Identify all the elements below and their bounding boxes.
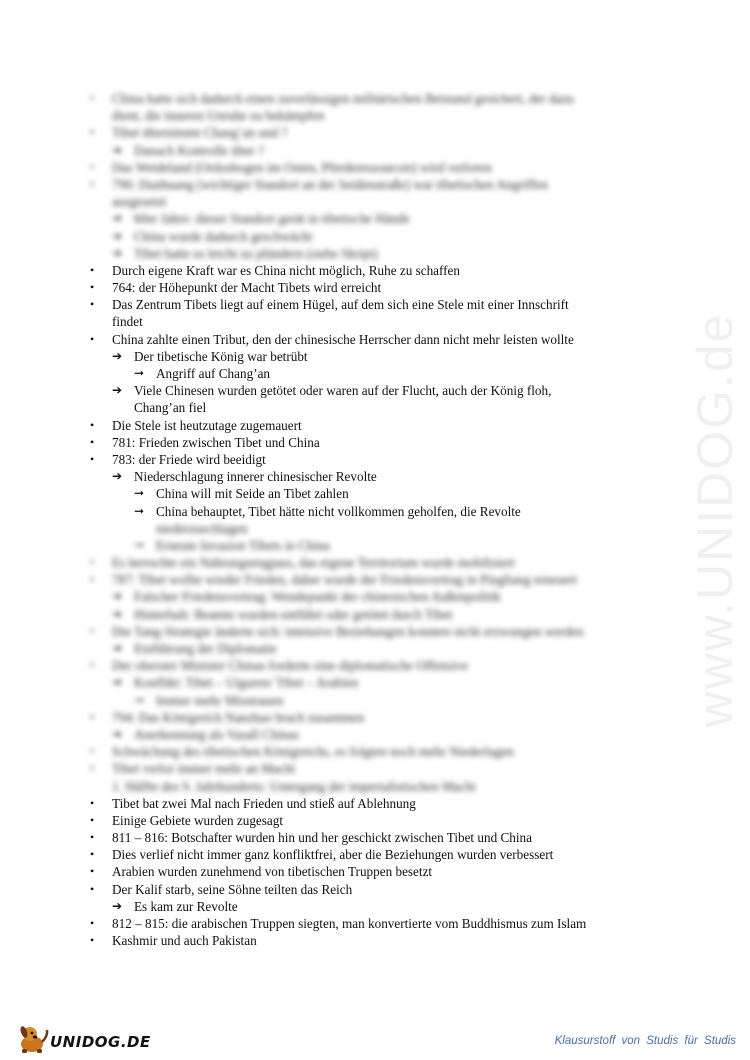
clear-section-bottom: [0, 795, 750, 950]
bullet-icon: •: [90, 658, 95, 673]
bullet-icon: •: [90, 125, 95, 140]
list-item: [0, 331, 750, 348]
list-item: [0, 760, 750, 777]
list-item: [0, 313, 750, 330]
list-item: [0, 846, 750, 863]
list-item: [0, 588, 750, 605]
list-item: [0, 606, 750, 623]
list-item: [0, 898, 750, 915]
list-item-text: Viele Chinesen wurden getötet oder waren auf der Flucht, auch der König floh,: [134, 383, 552, 399]
dog-icon: [14, 1022, 50, 1054]
list-item: [0, 262, 750, 279]
list-item: [0, 176, 750, 193]
list-item: [0, 90, 750, 107]
list-item: [0, 468, 750, 485]
watermark-text: www.UNIDOG.de: [687, 312, 743, 728]
bullet-icon: •: [90, 933, 95, 948]
list-item: [0, 829, 750, 846]
list-item-text: 60er Jahre: dieser Standort gerät in tibetische Hände: [134, 211, 410, 227]
list-item-text: Es herrschte ein Nahrungsengpass, das eigene Territorium wurde mobilisiert: [112, 555, 515, 571]
list-item: [0, 382, 750, 399]
list-item-text: Schwächung des tibetischen Königreichs, es folgten noch mehr Niederlagen: [112, 744, 514, 760]
list-item: [0, 674, 750, 691]
footer-slogan: Klausurstoff von Studis für Studis: [554, 1035, 736, 1047]
bullet-icon: •: [90, 297, 95, 312]
list-item: [0, 657, 750, 674]
list-item-text: dient, die inneren Unruhe zu bekämpfen: [112, 108, 325, 124]
logo-text: UNIDOG.DE: [50, 1033, 151, 1051]
list-item-text: Das Zentrum Tibets liegt auf einem Hügel, auf dem sich eine Stele mit einer Innschrift: [112, 297, 569, 313]
list-item-text: 783: der Friede wird beeidigt: [112, 451, 266, 467]
list-item: [0, 451, 750, 468]
bullet-icon: •: [90, 830, 95, 845]
list-item-text: Das Weideland (Ordosbogen im Osten, Pferderessourcen) wird verloren: [112, 159, 492, 175]
list-item-text: Tibet hatte es leicht zu plündern (siehe Skript): [134, 245, 378, 261]
list-item-text: Die Tang-Strategie änderte sich: intensive Beziehungen konnten nicht erzwungen werden: [112, 623, 584, 639]
blurred-section-top: [0, 90, 750, 262]
arrow-icon: ➔: [112, 606, 123, 621]
list-item-text: Konflikt: Tibet – Uiguren/ Tibet – Arabien: [134, 675, 359, 691]
list-item-text: Chang’an fiel: [134, 400, 207, 416]
list-item-text: ausgesetzt: [112, 194, 167, 210]
list-item: [0, 640, 750, 657]
list-item-text: China wurde dadurch geschwächt: [134, 228, 313, 244]
list-item-text: Arabien wurden zunehmend von tibetischen Truppen besetzt: [112, 864, 433, 880]
notes-content: [0, 90, 750, 949]
list-item-text: Danach Kontrolle über ?: [134, 142, 264, 158]
list-item: [0, 193, 750, 210]
list-item-text: niederzuschlagen: [156, 520, 248, 536]
list-item-text: Angriff auf Chang’an: [156, 366, 271, 381]
arrow-icon: ➔: [112, 726, 123, 741]
list-item-text: 811 – 816: Botschafter wurden hin und her geschickt zwischen Tibet und China: [112, 830, 532, 846]
list-item: [0, 296, 750, 313]
list-item-text: Der oberster Minister Chinas forderte eine diplomatische Offensive: [112, 658, 469, 674]
list-item: [0, 348, 750, 365]
list-item: [0, 245, 750, 262]
bullet-icon: •: [90, 417, 95, 432]
list-item: [0, 434, 750, 451]
list-item: [0, 554, 750, 571]
list-item-text: Kashmir und auch Pakistan: [112, 933, 257, 949]
arrow-icon: ➔: [112, 641, 123, 655]
overlap-line-text: 1. Hälfte des 9. Jahrhunderts: Untergang der imperialistischen Macht: [112, 778, 476, 794]
bullet-icon: •: [90, 434, 95, 449]
arrow-icon: ➔: [112, 228, 123, 243]
bullet-icon: •: [90, 572, 95, 587]
bullet-icon: •: [90, 916, 95, 930]
bullet-icon: •: [90, 709, 95, 724]
arrow-small-icon: ➞: [134, 537, 145, 552]
list-item-text: Falscher Friedensvertrag: Wendepunkt der chinesischen Außenpolitik: [134, 589, 501, 605]
list-item: [0, 485, 750, 502]
list-item-text: 764: der Höhepunkt der Macht Tibets wird erreicht: [112, 280, 382, 296]
list-item-text: Der Kalif starb, seine Söhne teilten das Reich: [112, 881, 353, 897]
list-item: [0, 279, 750, 296]
list-item: [0, 881, 750, 898]
list-item: [0, 726, 750, 743]
arrow-icon: ➔: [112, 142, 123, 157]
list-item: [0, 915, 750, 932]
clear-section-middle: [0, 262, 750, 520]
arrow-icon: ➔: [112, 348, 123, 363]
overlap-line: [0, 778, 750, 795]
list-item: [0, 107, 750, 124]
overlap-heading: [0, 778, 750, 795]
bullet-icon: •: [90, 795, 95, 810]
list-item-text: Anerkennung als Vasall Chinas: [134, 726, 299, 742]
list-item: [0, 228, 750, 245]
list-item: [0, 795, 750, 812]
list-item-text: Durch eigene Kraft war es China nicht möglich, Ruhe zu schaffen: [112, 262, 461, 278]
list-item-text: Immer mehr Misstrauen: [156, 692, 284, 708]
list-item-text: 794: Das Königreich Nanzhao brach zusammen: [112, 709, 365, 725]
list-item-text: Tibet übernimmt Chang’an und ?: [112, 125, 288, 141]
arrow-icon: ➔: [112, 469, 123, 484]
arrow-small-icon: ➞: [134, 366, 145, 380]
bullet-icon: •: [90, 176, 95, 191]
list-item-text: 787: Tibet wollte wieder Frieden, daher wurde der Friedensvertrag in Pingliang erneuert: [112, 572, 578, 588]
bullet-icon: •: [90, 280, 95, 295]
arrow-icon: ➔: [112, 898, 123, 913]
list-item-text: Die Stele ist heutzutage zugemauert: [112, 417, 302, 433]
list-item-text: China behauptet, Tibet hätte nicht vollkommen geholfen, die Revolte: [156, 503, 521, 519]
list-item: [0, 812, 750, 829]
list-item-text: China zahlte einen Tribut, den der chinesische Herrscher dann nicht mehr leisten wollte: [112, 331, 574, 347]
list-item-text: Erneute Invasion Tibets in China: [156, 537, 330, 553]
list-item-text: Hinterhalt: Beamte wurden entführt oder getötet durch Tibet: [134, 606, 453, 622]
list-item: [0, 863, 750, 880]
list-item: [0, 365, 750, 382]
list-item: [0, 503, 750, 520]
arrow-icon: ➔: [112, 245, 123, 260]
bullet-icon: •: [90, 761, 95, 776]
list-item-text: Tibet verlor immer mehr an Macht: [112, 761, 295, 777]
list-item-text: 781: Frieden zwischen Tibet und China: [112, 434, 320, 450]
list-item: [0, 537, 750, 554]
list-item-text: 790: Dunhuang (wichtiger Standort an der Seidenstraße) war tibetischen Angriffen: [112, 176, 548, 192]
list-item-text: Der tibetische König war betrübt: [134, 348, 308, 364]
list-item: [0, 743, 750, 760]
list-item-text: findet: [112, 314, 143, 330]
list-item-text: Tibet bat zwei Mal nach Frieden und stieß auf Ablehnung: [112, 795, 416, 811]
list-item: [0, 159, 750, 176]
bullet-icon: •: [90, 623, 95, 638]
list-item: [0, 932, 750, 949]
arrow-icon: ➔: [112, 211, 123, 226]
list-item-text: Niederschlagung innerer chinesischer Revolte: [134, 469, 377, 485]
list-item-text: China hatte sich dadurch einen zuverlässigen militärischen Beistand gesichert, der dazu: [112, 91, 574, 106]
bullet-icon: •: [90, 555, 95, 570]
blurred-section-bottom: [0, 520, 750, 778]
list-item-text: Es kam zur Revolte: [134, 898, 238, 914]
arrow-icon: ➔: [112, 383, 123, 398]
bullet-icon: •: [90, 812, 95, 827]
list-item-text: 812 – 815: die arabischen Truppen siegten, man konvertierte vom Buddhismus zum Islam: [112, 916, 587, 931]
bullet-icon: •: [90, 159, 95, 174]
bullet-icon: •: [90, 331, 95, 346]
bullet-icon: •: [90, 847, 95, 862]
list-item: [0, 520, 750, 537]
list-item: [0, 709, 750, 726]
arrow-small-icon: ➞: [134, 503, 145, 518]
list-item-text: Einführung der Diplomatie: [134, 641, 277, 656]
bullet-icon: •: [90, 864, 95, 879]
arrow-icon: ➔: [112, 675, 123, 690]
arrow-icon: ➔: [112, 589, 123, 604]
bullet-icon: •: [90, 451, 95, 466]
list-item-text: Dies verlief nicht immer ganz konfliktfrei, aber die Beziehungen wurden verbessert: [112, 847, 554, 863]
bullet-icon: •: [90, 262, 95, 277]
arrow-small-icon: ➞: [134, 486, 145, 501]
list-item: [0, 692, 750, 709]
list-item-text: China will mit Seide an Tibet zahlen: [156, 486, 349, 502]
list-item: [0, 142, 750, 159]
list-item-text: Einige Gebiete wurden zugesagt: [112, 812, 284, 828]
list-item: [0, 623, 750, 640]
bullet-icon: •: [90, 91, 95, 105]
list-item: [0, 124, 750, 141]
list-item: [0, 210, 750, 227]
footer-logo: [14, 1022, 151, 1054]
list-item: [0, 399, 750, 416]
bullet-icon: •: [90, 881, 95, 896]
list-item: [0, 417, 750, 434]
list-item: [0, 571, 750, 588]
bullet-icon: •: [90, 744, 95, 759]
arrow-small-icon: ➞: [134, 692, 145, 707]
